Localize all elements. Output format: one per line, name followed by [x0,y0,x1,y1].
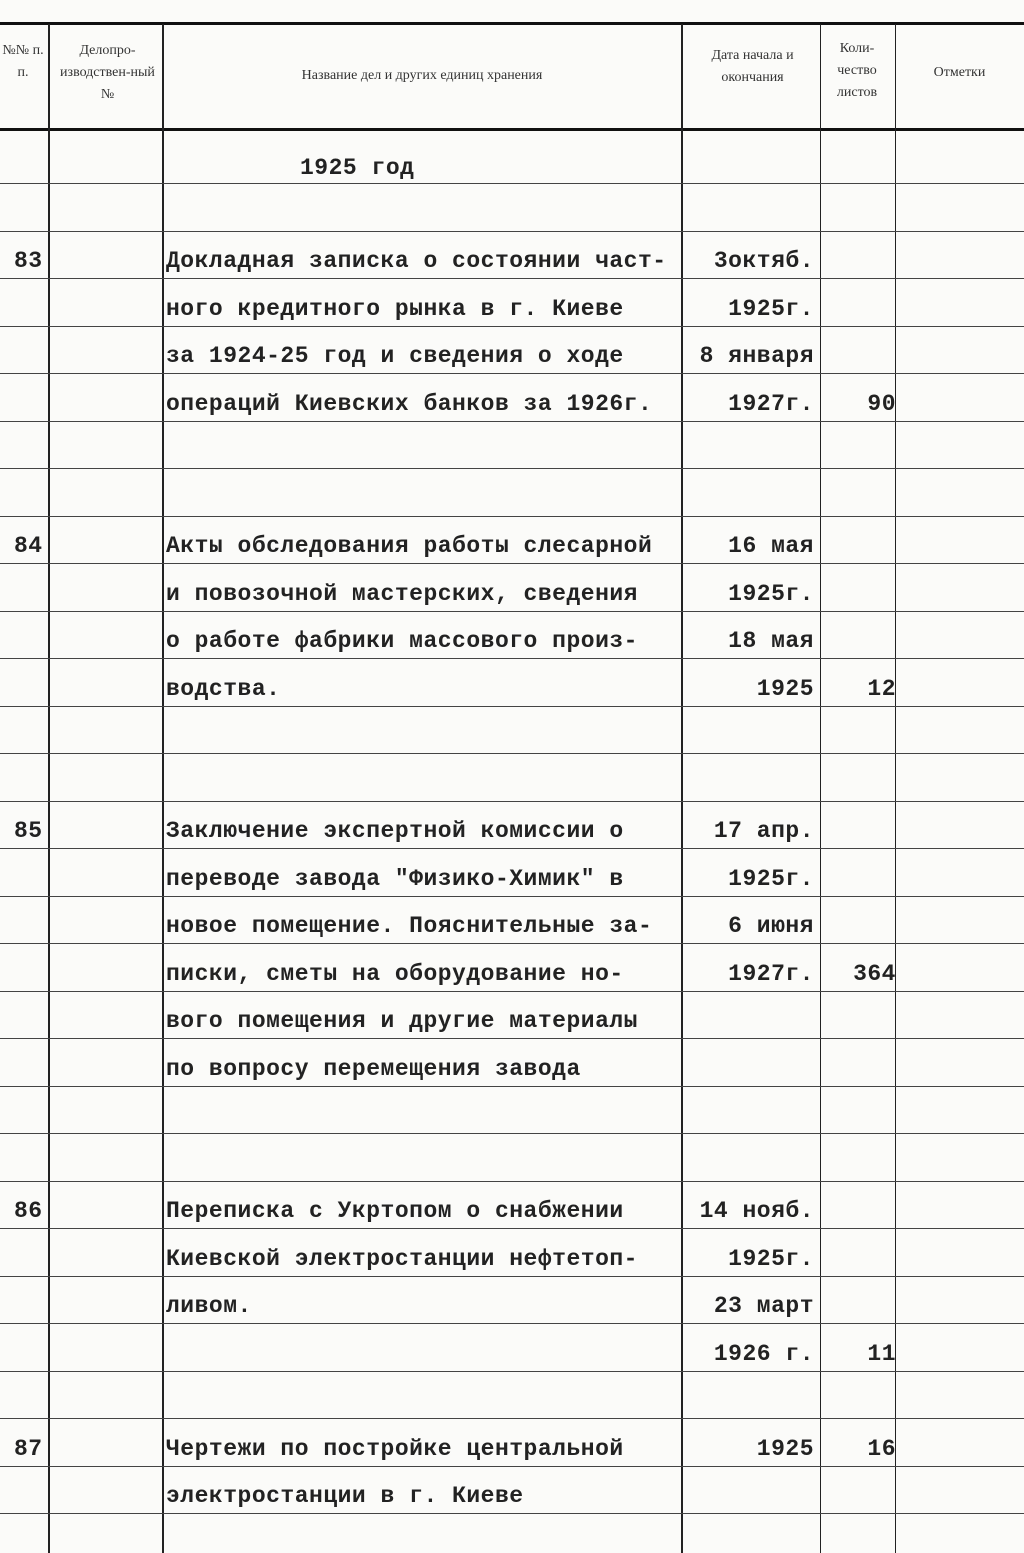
top-rule [0,22,1024,25]
ruled-line [0,1418,1024,1419]
header-col-title: Название дел и других единиц хранения [301,68,543,83]
ruled-line [0,896,1024,897]
entry-date: 1925 [756,675,814,702]
entry-date: 1927г. [728,960,814,987]
entry-title-line: Акты обследования работы слесарной [166,533,653,559]
entry-title-line: ного кредитного рынка в г. Киеве [166,295,624,322]
entry-title-line: писки, сметы на оборудование но- [166,960,624,987]
entry-sheet-count: 364 [853,960,896,987]
entry-title-line: Переписка с Укртопом о снабжении [166,1198,624,1224]
entry-title-line: за 1924-25 год и сведения о ходе [166,343,624,369]
ruled-line [0,1323,1024,1324]
entry-date: 23 март [713,1293,814,1319]
entry-title-line: по вопросу перемещения завода [166,1055,581,1082]
ruled-line [0,421,1024,422]
entry-date: 1926 г. [713,1340,814,1367]
ruled-line [0,991,1024,992]
entry-number: 84 [14,533,43,559]
entry-number: 87 [14,1435,43,1462]
ruled-line [0,611,1024,612]
entry-title-line: Киевской электростанции нефтетоп- [166,1245,638,1272]
entry-number: 85 [14,818,43,844]
ruled-line [0,1276,1024,1277]
entry-date: 6 июня [728,913,814,939]
entry-title-line: Чертежи по постройке центральной [166,1435,624,1462]
entry-sheet-count: 11 [867,1340,896,1367]
ruled-line [0,468,1024,469]
entry-title-line: Докладная записка о состоянии част- [166,248,667,274]
ruled-line [0,278,1024,279]
header-col-notes: Отметки [933,65,986,80]
entry-title-line: операций Киевских банков за 1926г. [166,390,653,417]
header-col-number: №№ п. п. [2,43,44,80]
ruled-line [0,1181,1024,1182]
ruled-line [0,563,1024,564]
entry-date: 17 апр. [713,818,814,844]
ruled-line [0,753,1024,754]
ruled-line [0,1133,1024,1134]
entry-sheet-count: 16 [867,1435,896,1462]
ruled-line [0,1228,1024,1229]
entry-date: 16 мая [728,533,814,559]
entry-title-line: вого помещения и другие материалы [166,1008,638,1034]
entry-date: 1925г. [728,1245,814,1272]
entry-number: 86 [14,1198,43,1224]
entry-title-line: водства. [166,675,281,702]
entry-title-line: электростанции в г. Киеве [166,1483,524,1509]
ruled-line [0,516,1024,517]
year-heading: 1925 год [300,155,415,181]
entry-date: 3октяб. [713,248,814,274]
ruled-line [0,943,1024,944]
ruled-line [0,1038,1024,1039]
ruled-line [0,231,1024,232]
entry-date: 1925 [756,1435,814,1462]
header-col-dates: Дата начала и окончания [711,48,794,85]
entry-date: 8 января [699,343,814,369]
entry-date: 1925г. [728,865,814,892]
header-rule [0,128,1024,131]
ruled-line [0,1513,1024,1514]
ruled-line [0,706,1024,707]
ruled-line [0,1371,1024,1372]
entry-date: 18 мая [728,628,814,654]
entry-title-line: и повозочной мастерских, сведения [166,580,638,607]
header-col-office-number: Делопро-изводствен-ный № [60,43,155,102]
ruled-line [0,848,1024,849]
entry-date: 14 нояб. [699,1198,814,1224]
entry-date: 1925г. [728,580,814,607]
ruled-line [0,373,1024,374]
entry-title-line: новое помещение. Пояснительные за- [166,913,653,939]
entry-title-line: переводе завода "Физико-Химик" в [166,865,624,892]
ruled-line [0,326,1024,327]
ruled-line [0,1466,1024,1467]
entry-date: 1927г. [728,390,814,417]
entry-title-line: о работе фабрики массового произ- [166,628,638,654]
ruled-line [0,1086,1024,1087]
entry-sheet-count: 90 [867,390,896,417]
ruled-line [0,658,1024,659]
entry-title-line: Заключение экспертной комиссии о [166,818,624,844]
entry-title-line: ливом. [166,1293,252,1319]
entry-date: 1925г. [728,295,814,322]
entry-sheet-count: 12 [867,675,896,702]
entry-number: 83 [14,248,43,274]
header-col-sheets: Коли-чество листов [836,41,878,100]
ruled-line [0,183,1024,184]
ruled-line [0,801,1024,802]
